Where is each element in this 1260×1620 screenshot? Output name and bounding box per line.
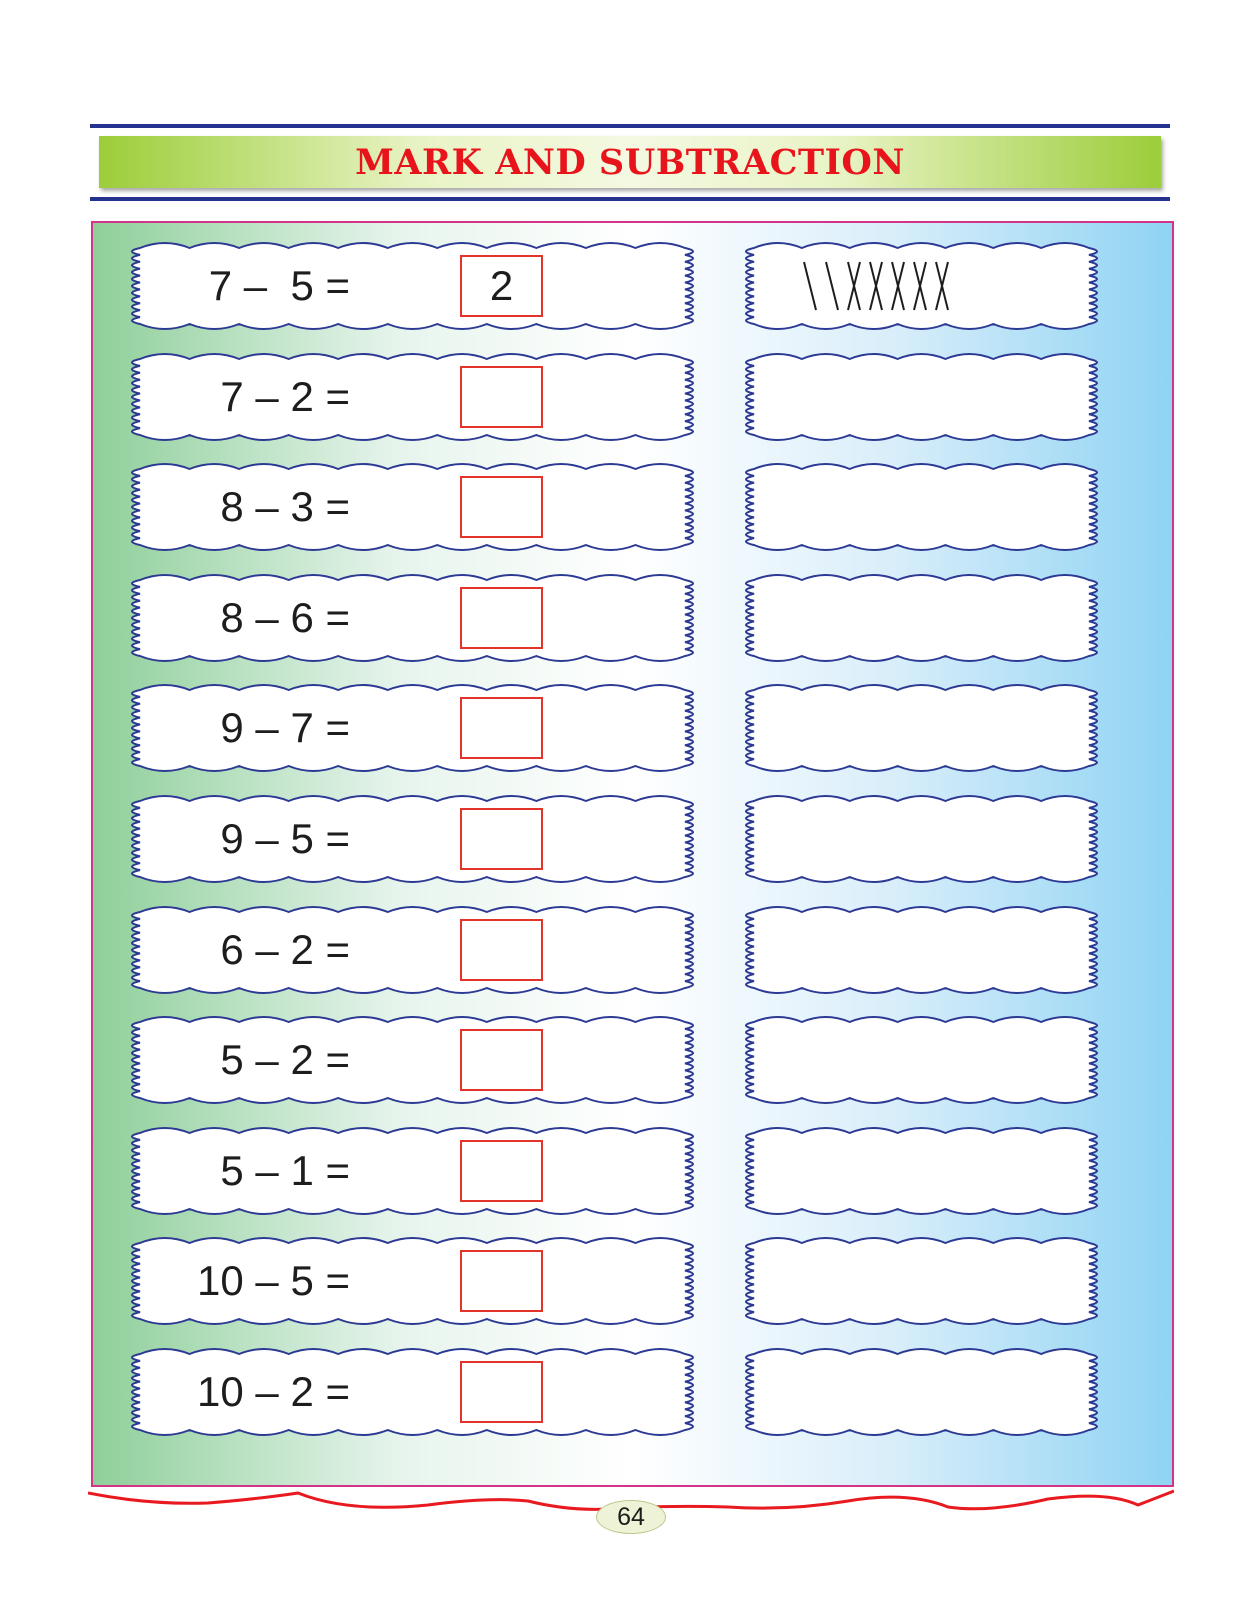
scalloped-frame <box>120 1121 705 1221</box>
scalloped-frame <box>734 678 1109 778</box>
answer-box[interactable] <box>460 697 543 759</box>
scalloped-frame <box>734 568 1109 668</box>
answer-box[interactable] <box>460 1029 543 1091</box>
mark-card[interactable] <box>734 789 1109 889</box>
answer-box[interactable] <box>460 919 543 981</box>
problem-card <box>120 236 705 336</box>
mark-card[interactable] <box>734 347 1109 447</box>
scalloped-frame <box>120 1010 705 1110</box>
problem-expression: 5 – 2 = <box>220 1036 350 1083</box>
problem-expression: 10 – 5 = <box>197 1257 350 1304</box>
problem-card <box>120 1231 705 1331</box>
crossed-mark <box>870 262 882 310</box>
scalloped-frame <box>120 457 705 557</box>
mark-card[interactable] <box>734 568 1109 668</box>
crossed-mark <box>892 262 904 310</box>
crossed-mark <box>848 262 860 310</box>
problem-card <box>120 1342 705 1442</box>
answer-box[interactable] <box>460 808 543 870</box>
scalloped-frame <box>120 568 705 668</box>
tally-mark <box>804 262 816 310</box>
crossed-mark <box>936 262 948 310</box>
problem-expression: 9 – 7 = <box>220 704 350 751</box>
problem-expression: 10 – 2 = <box>197 1368 350 1415</box>
mark-card[interactable] <box>734 1121 1109 1221</box>
problem-expression: 6 – 2 = <box>220 926 350 973</box>
answer-box[interactable] <box>460 1140 543 1202</box>
scalloped-frame <box>734 1010 1109 1110</box>
problem-expression: 9 – 5 = <box>220 815 350 862</box>
scalloped-frame <box>734 347 1109 447</box>
mark-card[interactable] <box>734 678 1109 778</box>
crossed-mark <box>914 262 926 310</box>
problem-card <box>120 347 705 447</box>
mark-card <box>734 236 1109 336</box>
scalloped-frame <box>734 457 1109 557</box>
tally-mark <box>826 262 838 310</box>
scalloped-frame <box>734 900 1109 1000</box>
problem-card <box>120 1010 705 1110</box>
scalloped-frame <box>120 347 705 447</box>
problem-card <box>120 900 705 1000</box>
problem-expression: 8 – 6 = <box>220 594 350 641</box>
scalloped-frame <box>734 1342 1109 1442</box>
problem-card <box>120 1121 705 1221</box>
bottom-rule <box>90 197 1170 201</box>
answer-box[interactable] <box>460 1361 543 1423</box>
problem-card <box>120 678 705 778</box>
page-number: 64 <box>596 1500 666 1534</box>
answer-box[interactable] <box>460 587 543 649</box>
title-banner <box>99 136 1161 188</box>
answer-box[interactable] <box>460 366 543 428</box>
scalloped-frame <box>120 678 705 778</box>
answer-box[interactable]: 2 <box>460 255 543 317</box>
page-title: MARK AND SUBTRACTION <box>355 141 905 183</box>
answer-box[interactable] <box>460 1250 543 1312</box>
answer-box[interactable] <box>460 476 543 538</box>
problem-expression: 7 – 5 = <box>208 262 350 309</box>
problem-expression: 8 – 3 = <box>220 483 350 530</box>
tally-marks <box>734 236 1109 336</box>
mark-card[interactable] <box>734 900 1109 1000</box>
mark-card[interactable] <box>734 1231 1109 1331</box>
scalloped-frame <box>734 789 1109 889</box>
scalloped-frame <box>120 900 705 1000</box>
problem-card <box>120 568 705 668</box>
problem-expression: 5 – 1 = <box>220 1147 350 1194</box>
mark-card[interactable] <box>734 1010 1109 1110</box>
problem-expression: 7 – 2 = <box>220 373 350 420</box>
mark-card[interactable] <box>734 457 1109 557</box>
problem-card <box>120 457 705 557</box>
scalloped-frame <box>120 789 705 889</box>
scalloped-frame <box>734 1231 1109 1331</box>
mark-card[interactable] <box>734 1342 1109 1442</box>
scalloped-frame <box>734 1121 1109 1221</box>
top-rule <box>90 124 1170 128</box>
problem-card <box>120 789 705 889</box>
